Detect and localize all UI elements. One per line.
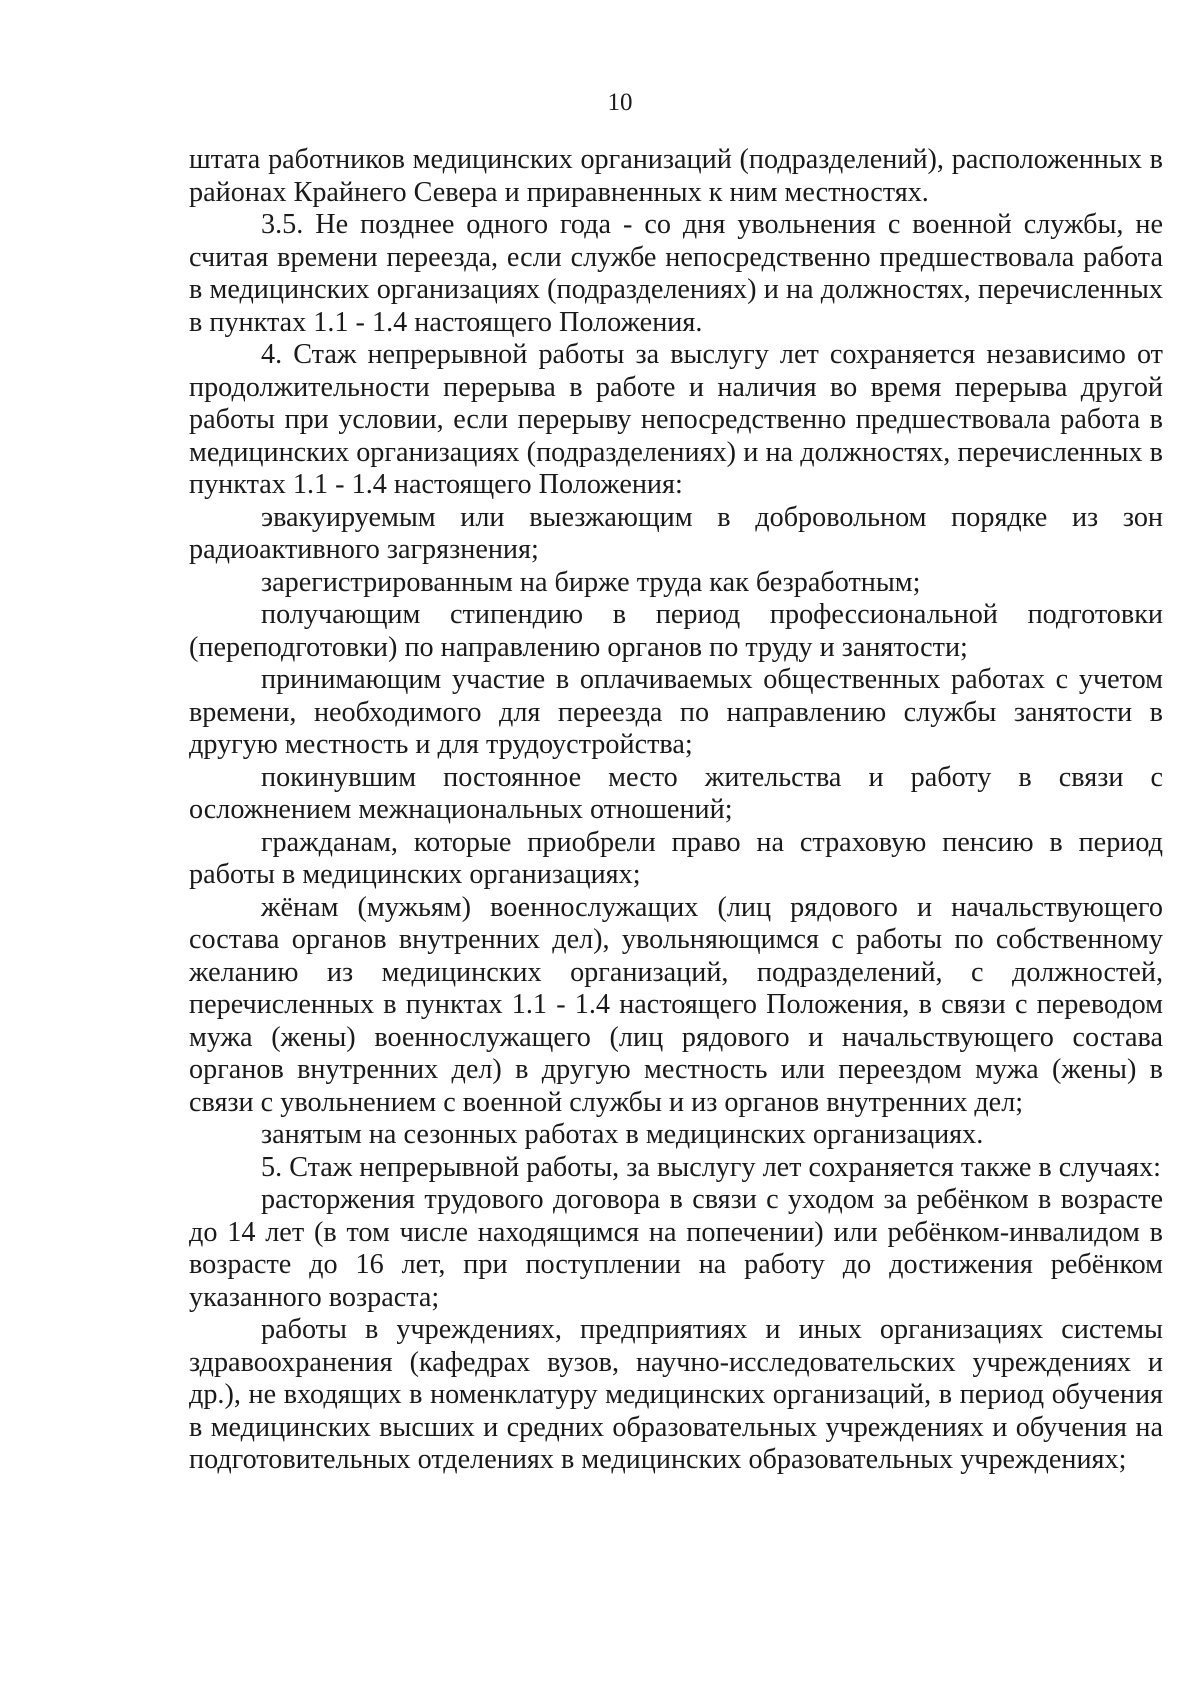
list-item: занятым на сезонных работах в медицинских организациях. <box>261 1119 984 1150</box>
paragraph-3-5: 3.5. Не позднее одного года - со дня увольнения с военной службы, не считая времени переезда, если службе непосредственно предшествовала работа в медицинских организациях (подразделениях) и на должностях, перечисленных в пунктах 1.1 - 1.4 настоящего Положения. <box>189 209 1163 338</box>
list-item: зарегистрированным на бирже труда как безработным; <box>261 566 921 598</box>
list-item: принимающим участие в оплачиваемых общественных работах с учетом времени, необходимого для переезда по направлению службы занятости в другую местность и для трудоустройства; <box>189 664 1163 760</box>
list-item: получающим стипендию в период профессиональной подготовки (переподготовки) по направлению органов по труду и занятости; <box>189 599 1163 663</box>
page-number: 10 <box>607 89 633 116</box>
list-item: работы в учреждениях, предприятиях и иных организациях системы здравоохранения (кафедрах вузов, научно-исследовательских учреждениях и др.), не входящих в номенклатуру медицинских организаций, в период обучения в медицинских высших и средних образовательных учреждениях и обучения на подготовительных отделениях в медицинских образовательных учреждениях; <box>189 1314 1163 1475</box>
list-item: гражданам, которые приобрели право на страховую пенсию в период работы в медицинских организациях; <box>189 826 1163 890</box>
document-body <box>189 144 1163 1477</box>
list-item: жёнам (мужьям) военнослужащих (лиц рядового и начальствующего состава органов внутренних дел), увольняющимся с работы по собственному желанию из медицинских организаций, подразделений, с должностей, перечисленных в пунктах 1.1 - 1.4 настоящего Положения, в связи с переводом мужа (жены) военнослужащего (лиц рядового и начальствующего состава органов внутренних дел) в другую местность или переездом мужа (жены) в связи с увольнением с военной службы и из органов внутренних дел; <box>189 891 1163 1118</box>
list-item: расторжения трудового договора в связи с уходом за ребёнком в возрасте до 14 лет (в том числе находящимся на попечении) или ребёнком-инвалидом в возрасте до 16 лет, при поступлении на работу до достижения ребёнком указанного возраста; <box>189 1184 1163 1313</box>
paragraph-4: 4. Стаж непрерывной работы за выслугу лет сохраняется независимо от продолжительности перерыва в работе и наличия во время перерыва другой работы при условии, если перерыву непосредственно предшествовала работа в медицинских организациях (подразделениях) и на должностях, перечисленных в пунктах 1.1 - 1.4 настоящего Положения: <box>189 339 1163 500</box>
list-item: покинувшим постоянное место жительства и работу в связи с осложнением межнациональных отношений; <box>189 761 1163 825</box>
paragraph: штата работников медицинских организаций (подразделений), расположенных в районах Крайнего Севера и приравненных к ним местностях. <box>189 144 1163 208</box>
list-item: эвакуируемым или выезжающим в добровольном порядке из зон радиоактивного загрязнения; <box>189 501 1163 565</box>
paragraph-5: 5. Стаж непрерывной работы, за выслугу лет сохраняется также в случаях: <box>261 1151 1162 1183</box>
